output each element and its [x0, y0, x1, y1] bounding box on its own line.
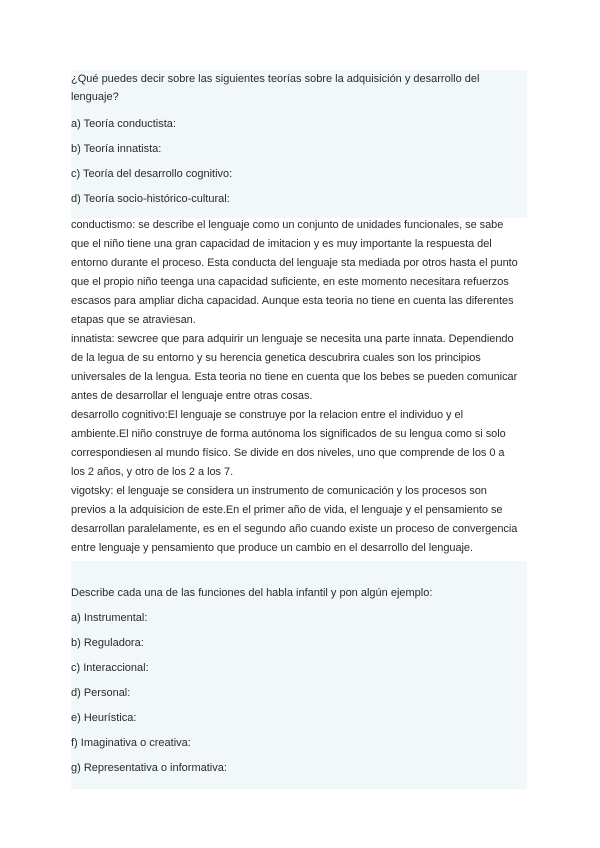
answer-line: de la legua de su entorno y su herencia genetica descubrira cuales son los principios	[71, 352, 481, 364]
answer-line: los 2 años, y otro de los 2 a los 7.	[71, 466, 234, 478]
question1-item-c: c) Teoría del desarrollo cognitivo:	[71, 168, 233, 180]
answer-line: innatista: sewcree que para adquirir un lenguaje se necesita una parte innata. Dependiendo	[71, 333, 514, 345]
answer-line: conductismo: se describe el lenguaje como un conjunto de unidades funcionales, se sabe	[71, 219, 504, 231]
question2-item-c: c) Interaccional:	[71, 662, 149, 674]
answer-line: ambiente.El niño construye de forma autónoma los significados de su lengua como si solo	[71, 428, 506, 440]
question2-item-b: b) Reguladora:	[71, 637, 144, 649]
question2-item-g: g) Representativa o informativa:	[71, 762, 227, 774]
question1-item-d: d) Teoría socio-histórico-cultural:	[71, 193, 230, 205]
answer-line: desarrollan paralelamente, es en el segundo año cuando existe un proceso de convergencia	[71, 523, 518, 535]
question1-prompt-line2: lenguaje?	[71, 91, 119, 103]
answer-line: entorno durante el proceso. Esta conducta del lenguaje sta mediada por otros hasta el punto	[71, 257, 518, 269]
answer-line: escasos para ampliar dicha capacidad. Aunque esta teoria no tiene en cuenta las diferentes	[71, 295, 514, 307]
answer-line: que el propio niño teenga una capacidad suficiente, en este momento necesitara refuerzos	[71, 276, 509, 288]
question2-item-a: a) Instrumental:	[71, 612, 148, 624]
question2-item-d: d) Personal:	[71, 687, 131, 699]
question2-item-f: f) Imaginativa o creativa:	[71, 737, 191, 749]
question2-prompt: Describe cada una de las funciones del habla infantil y pon algún ejemplo:	[71, 587, 433, 599]
answer-line: que el niño tiene una gran capacidad de imitacion y es muy importante la respuesta del	[71, 238, 492, 250]
answer-line: entre lenguaje y pensamiento que produce un cambio en el desarrollo del lenguaje.	[71, 542, 474, 554]
answer-line: universales de la lengua. Esta teoria no tiene en cuenta que los bebes se pueden comunicar	[71, 371, 518, 383]
question1-item-a: a) Teoría conductista:	[71, 118, 176, 130]
answer-line: desarrollo cognitivo:El lenguaje se construye por la relacion entre el individuo y el	[71, 409, 463, 421]
question1-item-b: b) Teoría innatista:	[71, 143, 162, 155]
question1-prompt-line1: ¿Qué puedes decir sobre las siguientes teorías sobre la adquisición y desarrollo del	[71, 73, 480, 85]
answer-line: vigotsky: el lenguaje se considera un instrumento de comunicación y los procesos son	[71, 485, 487, 497]
question2-item-e: e) Heurística:	[71, 712, 137, 724]
answer-line: antes de desarrollar el lenguaje entre otras cosas.	[71, 390, 313, 402]
answer-line: etapas que se atraviesan.	[71, 314, 196, 326]
answer-line: correspondiesen al mundo físico. Se divide en dos niveles, uno que comprende de los 0 a	[71, 447, 505, 459]
answer-line: previos a la adquisicion de este.En el primer año de vida, el lenguaje y el pensamiento se	[71, 504, 503, 516]
